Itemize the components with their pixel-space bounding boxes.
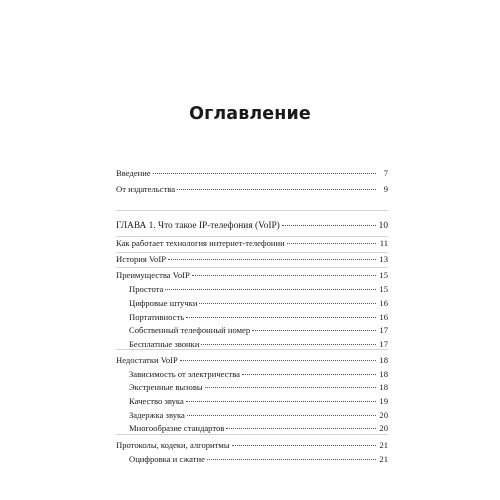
toc-entry-page: 20 [379,423,388,433]
dot-leader [201,344,376,345]
toc-entry-title: Как работает технология интернет-телефонии [116,238,285,248]
toc-entry[interactable] [116,182,388,196]
toc-entry-title: Зависимость от электричества [129,369,240,379]
dot-leader [226,428,376,429]
toc-subentry[interactable] [116,421,388,435]
toc-entry-title: Оцифровка и сжатие [129,454,205,464]
dot-leader [205,387,376,388]
toc-entry-title: Экстренные вызовы [129,382,203,392]
toc-entry-title: Протоколы, кодеки, алгоритмы [116,440,230,450]
dot-leader [165,289,376,290]
toc-entry-title: Введение [116,168,151,178]
dot-leader [207,459,376,460]
toc-subentry[interactable] [116,323,388,337]
toc-entry-title: Собственный телефонный номер [129,325,251,335]
toc-subentry[interactable] [116,367,388,381]
dot-leader [252,330,376,331]
dot-leader [186,401,376,402]
toc-subentry[interactable] [116,408,388,422]
toc-subentry[interactable] [116,452,388,466]
toc-entry[interactable] [116,166,388,180]
toc-entry-page: 16 [379,312,388,322]
dot-leader [180,360,376,361]
toc-subentry[interactable] [116,394,388,408]
toc-entry-page: 19 [379,396,388,406]
toc-entry-page: 21 [379,440,388,450]
toc-entry-title: Задержка звука [129,410,185,420]
toc-entry-title: Недостатки VoIP [116,355,178,365]
toc-entry-page: 11 [379,238,388,248]
dot-leader [232,445,376,446]
toc-entry-page: 17 [379,339,388,349]
toc-entry[interactable] [116,268,388,282]
toc-entry-page: 13 [379,254,388,264]
toc-entry-title: Простота [129,284,164,294]
dot-leader [186,317,376,318]
toc-entry-page: 18 [379,382,388,392]
toc-entry[interactable] [116,252,388,266]
toc-chapter-entry[interactable] [116,219,388,233]
toc-subentry[interactable] [116,296,388,310]
toc-entry-title: Цифровые штучки [129,298,198,308]
dot-leader [177,189,376,190]
toc-entry-page: 18 [379,355,388,365]
dot-leader [287,243,376,244]
toc-subentry[interactable] [116,310,388,324]
toc-entry-page: 15 [379,284,388,294]
dot-leader [199,303,376,304]
toc-entry[interactable] [116,236,388,250]
toc-subentry[interactable] [116,282,388,296]
toc-entry-page: 9 [383,184,388,194]
toc-subentry[interactable] [116,380,388,394]
page-title: Оглавление [189,104,311,124]
toc-entry-title: Бесплатные звонки [129,339,200,349]
toc-entry-page: 7 [383,168,388,178]
toc-entry-title: Преимущества VoIP [116,270,190,280]
dot-leader [282,225,376,226]
toc-entry-title: От издательства [116,184,176,194]
section-divider [116,210,388,211]
dot-leader [168,259,376,260]
dot-leader [192,275,376,276]
toc-entry-page: 21 [379,454,388,464]
toc-entry-title: Портативность [129,312,185,322]
toc-entry-page: 10 [378,221,388,231]
toc-subentry[interactable] [116,337,388,351]
toc-entry-page: 18 [379,369,388,379]
toc-entry-title: История VoIP [116,254,166,264]
toc-entry-title: Качество звука [129,396,184,406]
toc-entry[interactable] [116,438,388,452]
dot-leader [187,415,376,416]
toc-entry-page: 20 [379,410,388,420]
toc-entry-page: 16 [379,298,388,308]
toc-entry-page: 17 [379,325,388,335]
dot-leader [242,374,376,375]
toc-entry-title: ГЛАВА 1. Что такое IP-телефония (VoIP) [116,221,280,231]
toc-entry[interactable] [116,353,388,367]
toc-entry-title: Многообразие стандартов [129,423,225,433]
toc-entry-page: 15 [379,270,388,280]
dot-leader [153,173,376,174]
